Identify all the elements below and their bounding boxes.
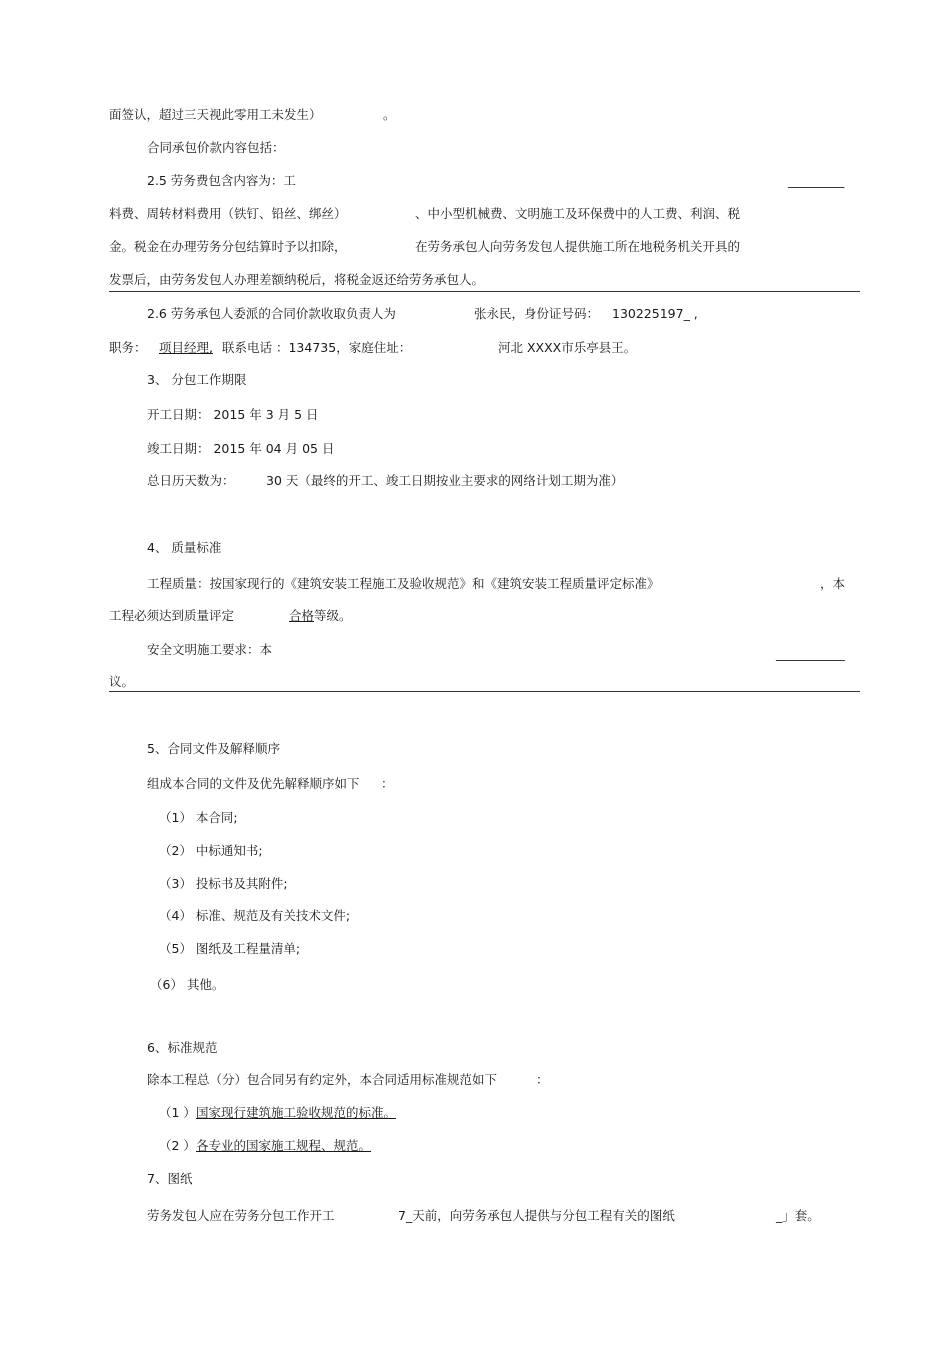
list-item: （1） 本合同; [159, 810, 238, 825]
rule [109, 291, 860, 292]
text-line: 。 [383, 107, 396, 122]
text-line: 金。税金在办理劳务分包结算时予以扣除， [109, 239, 347, 254]
text-line: 除本工程总（分）包合同另有约定外，本合同适用标准规范如下 [147, 1072, 498, 1087]
text-line: 合同承包价款内容包括： [147, 140, 285, 155]
section-heading: 3、 分包工作期限 [147, 372, 247, 387]
text-line: 2.6 劳务承包人委派的合同价款收取负责人为 [147, 306, 396, 321]
list-item-number: （1 ） [159, 1105, 196, 1120]
section-heading: 5、合同文件及解释顺序 [147, 741, 280, 756]
text-line: ： [536, 1072, 549, 1087]
text-line: ，本 [820, 576, 846, 591]
text-line: 议。 [109, 674, 135, 689]
text-line: 30 天（最终的开工、竣工日期按业主要求的网络计划工期为准） [266, 473, 624, 488]
text-line: 发票后，由劳务发包人办理差额纳税后，将税金返还给劳务承包人。 [109, 272, 485, 287]
rule [109, 691, 860, 692]
section-heading: 7、图纸 [147, 1171, 193, 1186]
list-item: （2） 中标通知书; [159, 843, 263, 858]
id-number: 130225197_ , [612, 306, 698, 321]
text-line: 料费、周转材料费用（铁钉、铅丝、绑丝） [109, 206, 347, 221]
text-line: 7_天前，向劳务承包人提供与分包工程有关的图纸 [398, 1208, 675, 1223]
blank-line: _________ [788, 173, 845, 188]
start-date: 开工日期： 2015 年 3 月 5 日 [147, 407, 319, 422]
text-line: 、中小型机械费、文明施工及环保费中的人工费、利润、税 [415, 206, 741, 221]
text-line: 劳务发包人应在劳务分包工作开工 [147, 1208, 335, 1223]
text-line: 组成本合同的文件及优先解释顺序如下 [147, 776, 360, 791]
text-line: 总日历天数为： [147, 473, 235, 488]
text-line: 面签认，超过三天视此零用工未发生） [109, 107, 322, 122]
list-item: （3） 投标书及其附件; [159, 876, 288, 891]
end-date: 竣工日期： 2015 年 04 月 05 日 [147, 441, 335, 456]
list-item: 国家现行建筑施工验收规范的标准。 [196, 1105, 397, 1120]
text-line: _」套。 [776, 1208, 820, 1223]
list-item: （6） 其他。 [150, 977, 225, 992]
text-line: 2.5 劳务费包含内容为：工 [147, 173, 296, 188]
text-line: 张永民，身份证号码： [474, 306, 600, 321]
text-line: ： [381, 776, 394, 791]
text-line: 工程质量：按国家现行的《建筑安装工程施工及验收规范》和《建筑安装工程质量评定标准》 [147, 576, 660, 591]
text-line: 等级。 [314, 608, 352, 623]
list-item: （5） 图纸及工程量清单; [159, 941, 301, 956]
section-heading: 6、标准规范 [147, 1040, 218, 1055]
list-item: （4） 标准、规范及有关技术文件; [159, 908, 351, 923]
list-item: 各专业的国家施工规程、规范。 [196, 1138, 372, 1153]
list-item-number: （2 ） [159, 1138, 196, 1153]
text-line: 安全文明施工要求：本 [147, 642, 273, 657]
text-line: 联系电话 ：134735，家庭住址： [222, 340, 412, 355]
blank-line: ___________ [776, 646, 845, 661]
address: 河北 XXXX市乐亭县王。 [498, 340, 637, 355]
text-line: 工程必须达到质量评定 [109, 608, 235, 623]
job-title: 项目经理, [159, 340, 213, 355]
text-line: 职务： [109, 340, 147, 355]
text-line: 在劳务承包人向劳务发包人提供施工所在地税务机关开具的 [415, 239, 741, 254]
section-heading: 4、 质量标准 [147, 540, 222, 555]
quality-grade: 合格 [289, 608, 315, 623]
